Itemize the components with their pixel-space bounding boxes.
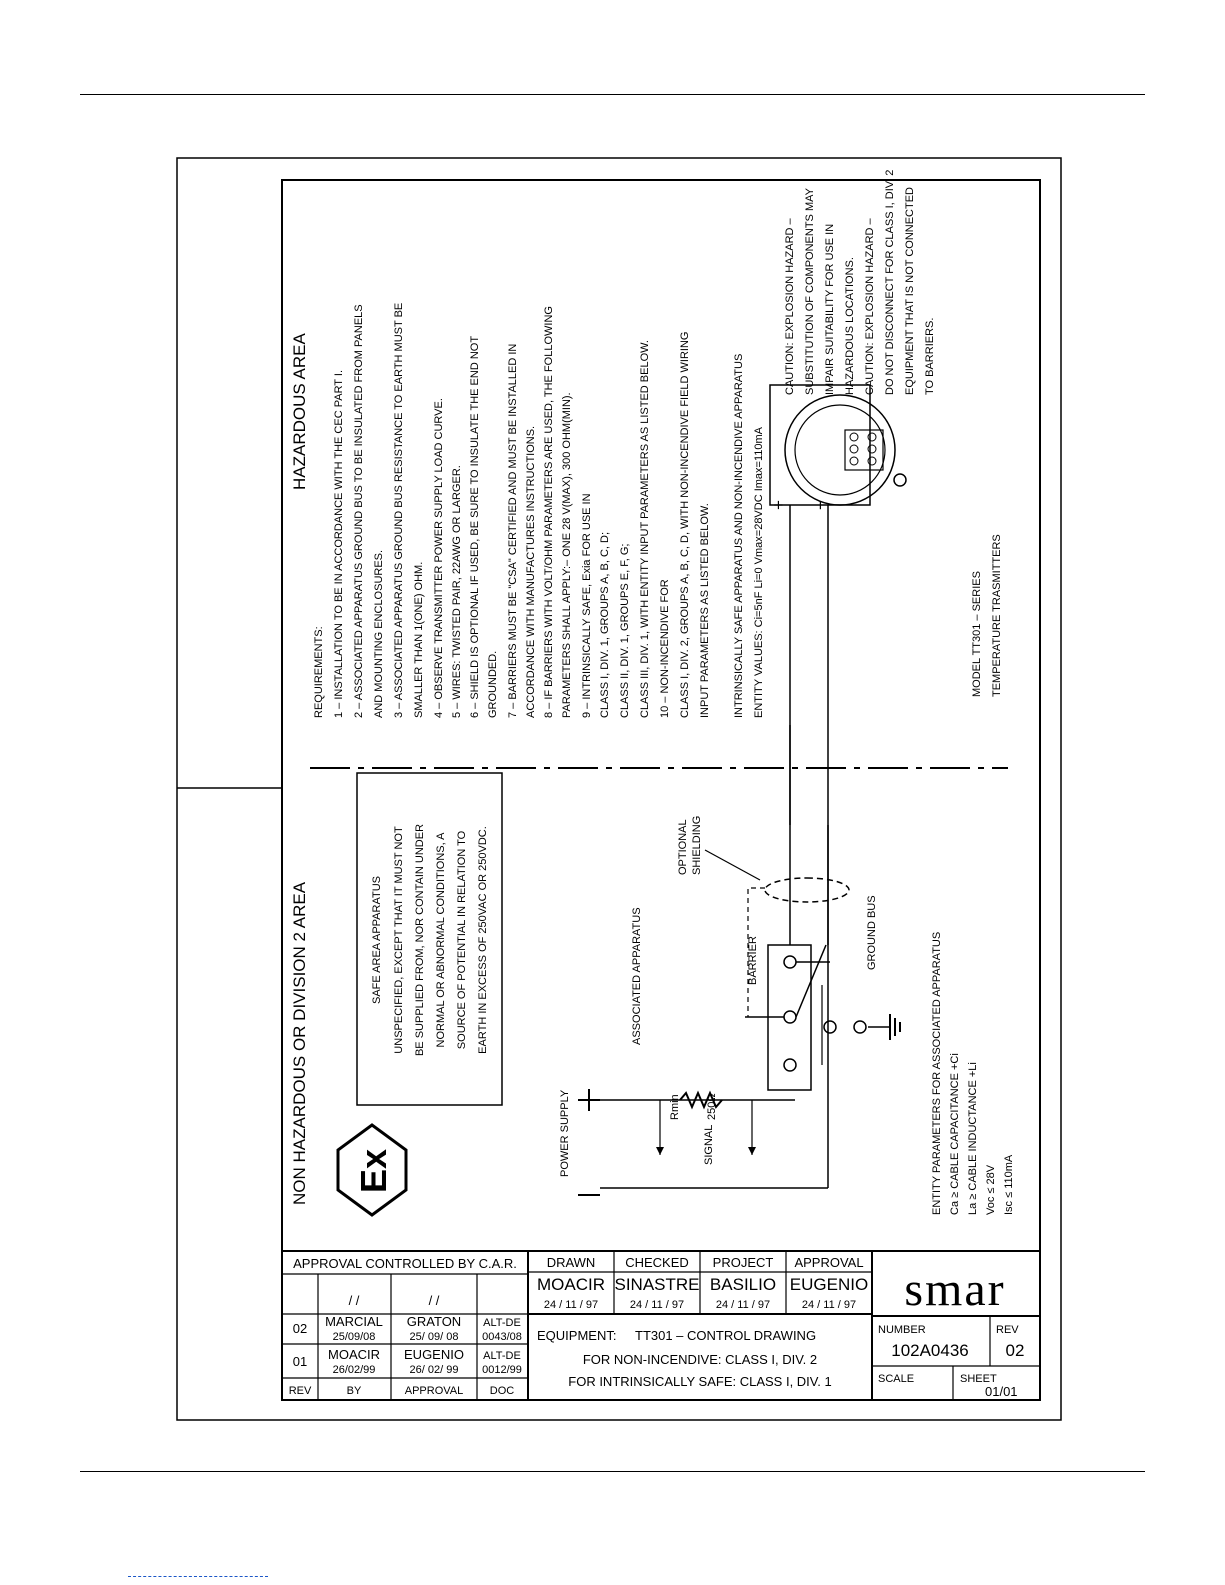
req-line: AND MOUNTING ENCLOSURES.: [373, 549, 385, 718]
rev-number: 02: [1005, 1341, 1025, 1360]
entity-values-line-2: ENTITY VALUES: Ci=5nF Li=0 Vmax=28VDC Imax=110mA: [753, 426, 765, 718]
ex-logo-text: Ex: [353, 1148, 394, 1193]
approval-cell: GRATON: [406, 1314, 462, 1329]
req-line: 1 – INSTALLATION TO BE IN ACCORDANCE WITH THE CEC PART I.: [333, 370, 345, 718]
req-line: 10 – NON-INCENDIVE FOR: [659, 579, 671, 718]
barrier-terminal: [784, 956, 796, 968]
entity-param-la: La ≥ CABLE INDUCTANCE +Li: [967, 1062, 979, 1215]
ground-terminal: [854, 1021, 866, 1033]
safe-area-line-2: BE SUPPLIED FROM, NOR CONTAIN UNDER: [414, 823, 426, 1057]
terminal-screw: [850, 445, 858, 453]
safe-area-line-3: NORMAL OR ABNORMAL CONDITIONS, A: [435, 832, 447, 1048]
sign-header-approval: APPROVAL: [794, 1255, 864, 1270]
number-label: NUMBER: [878, 1324, 926, 1336]
approval-date-cell: 26/ 02/ 99: [409, 1364, 459, 1376]
signer-name: EUGENIO: [789, 1275, 869, 1294]
drawing-number: 102A0436: [891, 1341, 969, 1360]
blank-row-by: / /: [348, 1293, 360, 1308]
safe-area-line-5: EARTH IN EXCESS OF 250VAC OR 250VDC.: [477, 826, 489, 1054]
req-line: 4 – OBSERVE TRANSMITTER POWER SUPPLY LOAD CURVE.: [433, 398, 445, 718]
signal-arrow-head: [656, 1147, 664, 1155]
barrier-terminal: [784, 1011, 796, 1023]
blank-row-approval: / /: [428, 1293, 440, 1308]
scale-label: SCALE: [878, 1373, 915, 1385]
sign-header-project: PROJECT: [712, 1255, 774, 1270]
ground-bus-label: GROUND BUS: [866, 895, 878, 970]
terminal-screw: [868, 457, 876, 465]
terminal-screw: [868, 433, 876, 441]
entity-param-voc: Voc ≤ 28V: [985, 1164, 997, 1215]
req-line: INPUT PARAMETERS AS LISTED BELOW.: [699, 503, 711, 718]
rev-cell: 01: [292, 1354, 308, 1369]
caution1-line-1: CAUTION: EXPLOSION HAZARD –: [784, 218, 796, 395]
caution1-line-2: SUBSTITUTION OF COMPONENTS MAY: [804, 188, 816, 395]
safe-area-line-1: UNSPECIFIED, EXCEPT THAT IT MUST NOT: [393, 826, 405, 1054]
resistor-value: 250Ω: [706, 1093, 718, 1120]
terminal-screw: [850, 457, 858, 465]
barrier-label: BARRIER: [747, 936, 759, 985]
signer-name: SINASTRE: [614, 1275, 700, 1294]
signer-name: BASILIO: [709, 1275, 777, 1294]
entity-params-title: ENTITY PARAMETERS FOR ASSOCIATED APPARATUS: [931, 931, 943, 1215]
title-line-3: FOR INTRINSICALLY SAFE: CLASS I, DIV. 1: [568, 1374, 832, 1389]
signal-arrow-head: [748, 1147, 756, 1155]
approval-cell: EUGENIO: [404, 1347, 464, 1362]
req-line: PARAMETERS SHALL APPLY:– ONE 28 V(MAX), 300 OHM(MIN).: [561, 392, 573, 718]
req-line: 9 – INTRINSICALLY SAFE, Exia FOR USE IN: [581, 493, 593, 718]
req-line: 3 – ASSOCIATED APPARATUS GROUND BUS RESISTANCE TO EARTH MUST BE: [393, 302, 405, 718]
sign-header-drawn: DRAWN: [546, 1255, 596, 1270]
terminal-screw: [868, 445, 876, 453]
housing-ground-screw: [894, 474, 906, 486]
by-cell: MARCIAL: [325, 1314, 383, 1329]
safe-area-title: SAFE AREA APPARATUS: [371, 876, 383, 1004]
title-line-2: FOR NON-INCENDIVE: CLASS I, DIV. 2: [582, 1352, 818, 1367]
model-line-2: TEMPERATURE TRASMITTERS: [991, 534, 1003, 697]
associated-apparatus-label: ASSOCIATED APPARATUS: [631, 907, 643, 1045]
entity-values-line-1: INTRINSICALLY SAFE APPARATUS AND NON-INCENDIVE APPARATUS: [733, 353, 745, 718]
by-date-cell: 25/09/08: [332, 1331, 376, 1343]
minus-sign: −: [811, 500, 830, 510]
approval-header: APPROVAL CONTROLLED BY C.A.R.: [293, 1256, 517, 1271]
caution2-line-4: TO BARRIERS.: [924, 317, 936, 395]
col-label-rev: REV: [288, 1385, 312, 1397]
rev-label: REV: [996, 1324, 1019, 1336]
power-supply-label: POWER SUPPLY: [559, 1089, 571, 1177]
req-line: 7 – BARRIERS MUST BE "CSA" CERTIFIED AND MUST BE INSTALLED IN: [507, 343, 519, 718]
req-line: ACCORDANCE WITH MANUFACTURES INSTRUCTIONS.: [525, 425, 537, 718]
req-line: GROUNDED.: [487, 650, 499, 718]
caution2-line-2: DO NOT DISCONNECT FOR CLASS I, DIV. 2: [884, 169, 896, 395]
equipment-value: TT301 – CONTROL DRAWING: [635, 1328, 817, 1343]
signal-label: SIGNAL: [703, 1124, 715, 1165]
shield-ellipse: [765, 878, 849, 902]
doc-cell: 0043/08: [482, 1331, 522, 1343]
req-line: CLASS I, DIV. 2, GROUPS A, B, C, D, WITH NON-INCENDIVE FIELD WIRING: [679, 331, 691, 718]
transmitter-cover: [785, 395, 895, 505]
req-line: CLASS II, DIV. 1, GROUPS E, F, G;: [619, 543, 631, 718]
caution2-line-3: EQUIPMENT THAT IS NOT CONNECTED: [904, 186, 916, 395]
title-block: [282, 1251, 1040, 1400]
company-logo: smar: [904, 1263, 1006, 1316]
doc-cell: ALT-DE: [483, 1317, 521, 1329]
entity-param-ca: Ca ≥ CABLE CAPACITANCE +Ci: [949, 1053, 961, 1215]
plus-sign: +: [769, 500, 788, 510]
non-hazardous-area-title: NON HAZARDOUS OR DIVISION 2 AREA: [290, 881, 309, 1205]
model-line-1: MODEL TT301 – SERIES: [971, 571, 983, 697]
shield-pointer: [705, 850, 760, 880]
equipment-label: EQUIPMENT:: [537, 1328, 617, 1343]
caution1-line-3: IMPAIR SUITABILITY FOR USE IN: [824, 223, 836, 395]
req-line: 8 – IF BARRIERS WITH VOLT/OHM PARAMETERS ARE USED, THE FOLLOWING: [543, 306, 555, 718]
terminal-screw: [850, 433, 858, 441]
col-label-by: BY: [346, 1385, 362, 1397]
req-line: 2 – ASSOCIATED APPARATUS GROUND BUS TO BE INSULATED FROM PANELS: [353, 304, 365, 718]
hazardous-area-title: HAZARDOUS AREA: [290, 333, 309, 490]
col-label-doc: DOC: [489, 1385, 515, 1397]
doc-cell: 0012/99: [482, 1364, 522, 1376]
sign-header-checked: CHECKED: [625, 1255, 689, 1270]
by-cell: MOACIR: [328, 1347, 380, 1362]
bottom-link-stub: [128, 1576, 268, 1577]
signer-date: 24 / 11 / 97: [801, 1299, 857, 1311]
entity-param-isc: Isc ≤ 110mA: [1003, 1154, 1015, 1215]
sheet-number: 01/01: [985, 1384, 1018, 1399]
rotated-content: [290, 170, 1015, 1215]
sheet-label: SHEET: [960, 1373, 997, 1385]
signer-date: 24 / 11 / 97: [629, 1299, 685, 1311]
resistor-label: Rmin: [669, 1094, 681, 1120]
transmitter-cover-inner: [795, 405, 885, 495]
req-line: CLASS III, DIV. 1, WITH ENTITY INPUT PARAMETERS AS LISTED BELOW.: [639, 340, 651, 718]
signer-name: MOACIR: [537, 1275, 605, 1294]
barrier-terminal: [784, 1059, 796, 1071]
safe-area-line-4: SOURCE OF POTENTIAL IN RELATION TO: [456, 830, 468, 1050]
req-line: CLASS I, DIV. 1, GROUPS A, B, C, D;: [599, 531, 611, 718]
by-date-cell: 26/02/99: [332, 1364, 376, 1376]
req-line: SMALLER THAN 1(ONE) OHM.: [413, 561, 425, 718]
doc-cell: ALT-DE: [483, 1350, 521, 1362]
req-line: REQUIREMENTS:: [313, 626, 325, 718]
ground-terminal: [824, 1021, 836, 1033]
optional-shielding-label-2: SHIELDING: [691, 815, 703, 875]
rev-cell: 02: [292, 1321, 308, 1336]
signer-date: 24 / 11 / 97: [543, 1299, 599, 1311]
col-label-approval: APPROVAL: [404, 1385, 464, 1397]
req-line: 6 – SHIELD IS OPTIONAL IF USED, BE SURE TO INSULATE THE END NOT: [469, 335, 481, 718]
caution2-line-1: CAUTION: EXPLOSION HAZARD –: [864, 218, 876, 395]
approval-date-cell: 25/ 09/ 08: [409, 1331, 459, 1343]
signer-date: 24 / 11 / 97: [715, 1299, 771, 1311]
caution1-line-4: HAZARDOUS LOCATIONS.: [844, 257, 856, 395]
optional-shielding-label-1: OPTIONAL: [677, 819, 689, 875]
req-line: 5 – WIRES: TWISTED PAIR, 22AWG OR LARGER.: [451, 465, 463, 718]
